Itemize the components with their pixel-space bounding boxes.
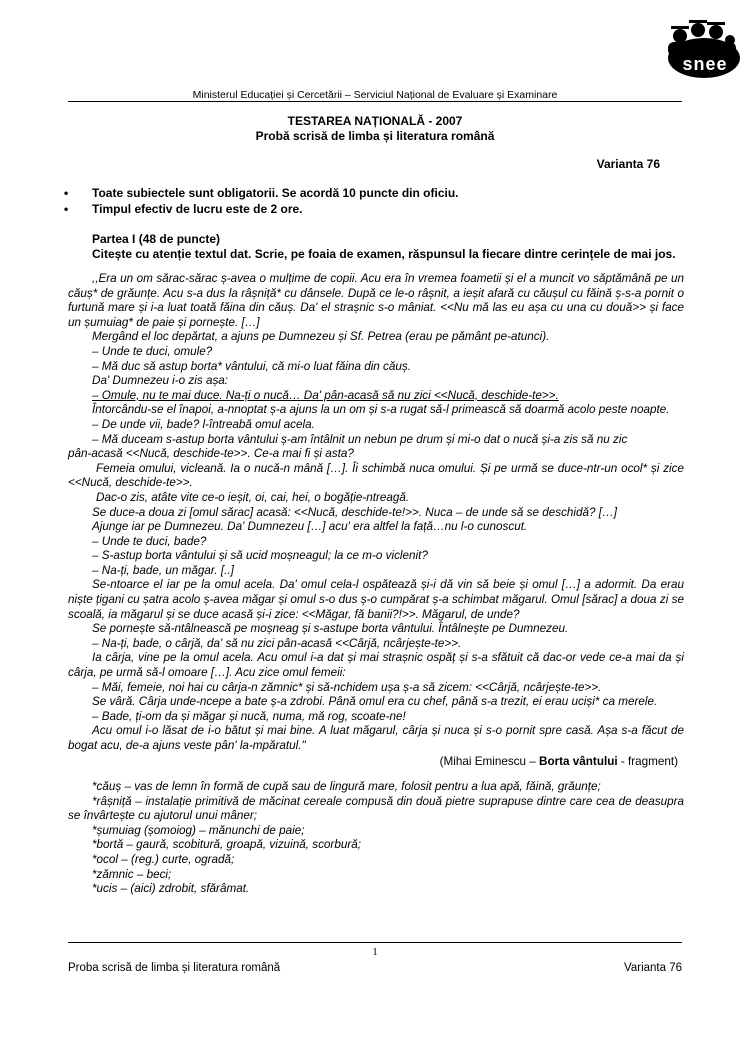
footer-variant: Varianta 76 [624,962,682,974]
glossary-item: *ucis – (aici) zdrobit, sfărâmat. [92,882,250,896]
instruction-text: Timpul efectiv de lucru este de 2 ore. [92,202,303,216]
glossary-item: *râșniță – instalație primitivă de măcinat cereale compusă din două pietre suprapuse dintre care cea de deasupra se învârtește cu ajutorul unui mâner; [68,794,684,823]
variant-label: Varianta 76 [596,157,660,171]
logo-text: snee [682,54,728,74]
text-paragraph: – S-astup borta vântului și să ucid moșneagul; la ce m-o viclenit? [92,549,428,563]
text-paragraph: Femeia omului, vicleană. Ia o nucă-n mână […]. Îi schimbă nuca omului. Și pe urmă se duce-ntr-un ocol* și zice <<Nucă, deschide-te>>. [68,461,684,490]
page-number: 1 [372,946,378,958]
text-paragraph: Întorcându-se el înapoi, a-nnoptat ș-a ajuns la un om și s-a rugat să-l primească să doarmă acolo peste noapte. [92,403,670,417]
glossary-item: *bortă – gaură, scobitură, groapă, vizuină, scorbură; [92,838,361,852]
glossary-item: *ocol – (reg.) curte, ogradă; [92,852,235,866]
text-paragraph: Da' Dumnezeu i-o zis așa: [92,374,229,388]
instruction-item [64,202,459,218]
text-paragraph-underlined: – Omule, nu te mai duce. Na-ți o nucă… Da' pân-acasă să nu zici <<Nucă, deschide-te>>. [92,388,559,402]
text-paragraph: Ajunge iar pe Dumnezeu. Da' Dumnezeu […] acu' era altfel la față…nu l-o cunoscut. [92,520,528,534]
text-paragraph: Mergând el loc depărtat, a ajuns pe Dumnezeu și Sf. Petrea (erau pe pământ pe-atunci). [92,330,550,344]
text-paragraph: Dac-o zis, atâte vite ce-o ieșit, oi, cai, hei, o bogăție-ntreagă. [96,490,410,504]
glossary-item: *șumuiag (șomoiog) – mănunchi de paie; [92,823,305,837]
text-paragraph: pân-acasă <<Nucă, deschide-te>>. Ce-a mai fi și asta? [68,447,354,461]
part-instruction: Citește cu atenție textul dat. Scrie, pe foaia de examen, răspunsul la fiecare dintre cerințele de mai jos. [92,247,676,261]
text-paragraph: – Măi, femeie, noi hai cu cârja-n zămnic* și să-nchidem ușa ș-a să zicem: <<Cârjă, ncârjește-te>>. [92,680,602,694]
text-paragraph: Se-ntoarce el iar pe la omul acela. Da' omul cela-l ospătează și-i dă vin să beie și omul […] a adormit. Da erau niște țigani cu șatra acolo ș-avea măgar și omul s-o dus ș-o cumpărat ș-a schimbat măgarul. Omul [sărac] a doua zi se scoală, ia măgarul și se duce acasă și-i zice: <<Măgar, fă banii?!>>. Măgarul, de unde? [68,578,684,621]
exam-title: TESTAREA NAȚIONALĂ - 2007 [287,114,463,128]
ministry-header: Ministerul Educației și Cercetării – Serviciul Național de Evaluare și Examinare [192,89,558,101]
text-paragraph: – De unde vii, bade? l-întreabă omul acela. [92,417,315,431]
instruction-item [64,186,459,202]
bullet-icon: • [64,202,69,216]
text-paragraph: Se pornește să-ntâlnească pe moșneag și s-astupe borta vântului. Întâlnește pe Dumnezeu. [92,622,569,636]
snee-logo [658,14,742,80]
glossary-item: *căuș – vas de lemn în formă de cupă sau de lingură mare, folosit pentru a lua apă, făină, grăunțe; [92,780,601,793]
text-paragraph: – Unde te duci, bade? [92,534,207,548]
footer-divider [68,942,682,943]
text-paragraph: – Mă duc să astup borta* vântului, că mi-o luat făina din căuș. [92,359,411,373]
text-paragraph: – Bade, ți-om da și măgar și nucă, numa, mă rog, scoate-ne! [92,709,406,723]
text-paragraph: – Na-ți, bade, o cârjă, da' să nu zici pân-acasă <<Cârjă, ncârjește-te>>. [92,636,462,650]
source-tail: - fragment) [617,754,678,768]
source-author: (Mihai Eminescu – [439,754,540,768]
part-header [92,232,676,262]
text-paragraph: Se vâră. Cârja unde-ncepe a bate ș-a zdrobi. Până omul era cu chef, până s-a trezit, ei erau uciși* ca merele. [92,695,658,709]
header-divider [68,101,682,102]
footer-subject: Proba scrisă de limba și literatura română [68,962,281,974]
text-paragraph: – Unde te duci, omule? [92,344,213,358]
text-paragraph: Ia cârja, vine pe la omul acela. Acu omul i-a dat și mai strașnic ospăț și s-a sfătuit că dac-or vede ce-a mai da și cârja, pe urmă să-l omoare […]. Acu zice omul femeii: [68,651,684,680]
part-title: Partea I (48 de puncte) [92,232,221,246]
literary-text [68,272,684,769]
glossary [68,780,684,897]
instructions-list [64,186,459,218]
exam-subtitle: Probă scrisă de limba și literatura română [255,129,495,143]
glossary-item: *zămnic – beci; [92,867,172,881]
text-paragraph: ,,Era un om sărac-sărac ș-avea o mulțime de copii. Acu era în vremea foametii și el a muncit vo săptămână pe un căuș* de grăunțe. Acu s-a dus la râșniță* cu dânsele. După ce le-o râșnit, a ieșit afară cu căușul cu făină ș-s-a pornit o furtună mare și i-a luat toată făina din căuș. Da' el strașnic s-o mâniat. <<Nu mă las eu așa cu una cu două>> și face un șumuiag* de paie și pornește. […] [68,272,684,329]
text-paragraph: Se duce-a doua zi [omul sărac] acasă: <<Nucă, deschide-te!>>. Nuca – de unde să se deschidă? […] [92,505,617,519]
text-source [68,755,684,770]
bullet-icon: • [64,186,69,200]
text-paragraph: – Mă duceam s-astup borta vântului ș-am întâlnit un nebun pe drum și mi-o dat o nucă și-a zis să nu zic [92,432,628,446]
source-title: Borta vântului [539,754,618,768]
instruction-text: Toate subiectele sunt obligatorii. Se acordă 10 puncte din oficiu. [92,186,459,200]
text-paragraph: Acu omul i-o lăsat de i-o bătut și mai bine. A luat măgarul, cârja și nuca și s-o pornit spre casă. Așa s-a făcut de bogat acu, de-a ajuns veste pân' la-mpăratul." [68,724,684,752]
text-paragraph: – Na-ți, bade, un măgar. [..] [92,563,234,577]
